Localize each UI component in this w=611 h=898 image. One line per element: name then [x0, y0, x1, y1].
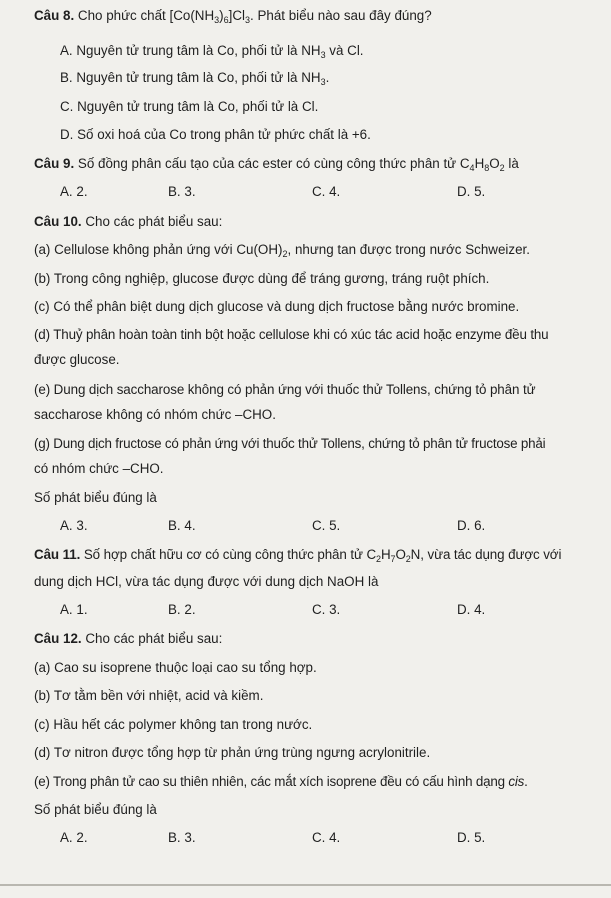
q11-option-b: B. 2. — [168, 602, 196, 617]
q8-option-b: B. Nguyên tử trung tâm là Co, phối tử là $NH_3$. — [60, 70, 330, 87]
q11-number: Câu 11. — [34, 547, 81, 562]
q10-statement-d-line1: (d) Thuỷ phân hoàn toàn tinh bột hoặc cellulose khi có xúc tác acid hoặc enzyme đều thu — [34, 327, 549, 342]
q10-stem: Câu 10. Cho các phát biểu sau: — [34, 214, 223, 229]
q8-option-d: D. Số oxi hoá của Co trong phân tử phức chất là +6. — [60, 127, 371, 142]
q11-option-a: A. 1. — [60, 602, 88, 617]
q9-option-a: A. 2. — [60, 184, 88, 199]
q11-stem-line2: dung dịch HCl, vừa tác dụng được với dung dịch NaOH là — [34, 574, 379, 589]
q10-statement-c: (c) Có thể phân biệt dung dịch glucose và dung dịch fructose bằng nước bromine. — [34, 299, 520, 314]
q10-statement-g-line1: (g) Dung dịch fructose có phản ứng với thuốc thử Tollens, chứng tỏ phân tử fructose phải — [34, 436, 546, 451]
q10-statement-e-line2: saccharose không có nhóm chức –CHO. — [34, 407, 276, 422]
q12-statement-b: (b) Tơ tằm bền với nhiệt, acid và kiềm. — [34, 688, 264, 703]
q8-option-c: C. Nguyên tử trung tâm là Co, phối tử là Cl. — [60, 99, 319, 114]
q8-number: Câu 8. — [34, 8, 75, 23]
q12-option-d: D. 5. — [457, 830, 486, 845]
q12-option-c: C. 4. — [312, 830, 341, 845]
q12-option-b: B. 3. — [168, 830, 196, 845]
q10-option-a: A. 3. — [60, 518, 88, 533]
q9-option-d: D. 5. — [457, 184, 486, 199]
q12-statement-d: (d) Tơ nitron được tổng hợp từ phản ứng trùng ngưng acrylonitrile. — [34, 745, 431, 760]
q10-number: Câu 10. — [34, 214, 82, 229]
q9-option-c: C. 4. — [312, 184, 341, 199]
q9-option-b: B. 3. — [168, 184, 196, 199]
q10-statement-g-line2: có nhóm chức –CHO. — [34, 461, 164, 476]
q10-statement-a: (a) Cellulose không phản ứng với $Cu(OH)_2$, nhưng tan được trong nước Schweizer. — [34, 242, 530, 259]
q10-statement-e-line1: (e) Dung dịch saccharose không có phản ứng với thuốc thử Tollens, chứng tỏ phân tử — [34, 382, 536, 397]
q10-option-b: B. 4. — [168, 518, 196, 533]
q8-option-a: A. Nguyên tử trung tâm là Co, phối tử là $NH_3$ và Cl. — [60, 43, 364, 60]
q10-statement-b: (b) Trong công nghiệp, glucose được dùng để tráng gương, tráng ruột phích. — [34, 271, 490, 286]
q10-option-c: C. 5. — [312, 518, 341, 533]
q12-stem: Câu 12. Cho các phát biểu sau: — [34, 631, 223, 646]
q11-stem-line1: Câu 11. Số hợp chất hữu cơ có cùng công thức phân tử $C_2H_7O_2N$, vừa tác dụng được với — [34, 547, 562, 564]
q12-number: Câu 12. — [34, 631, 82, 646]
q10-question: Số phát biểu đúng là — [34, 490, 157, 505]
q12-option-a: A. 2. — [60, 830, 88, 845]
q12-statement-c: (c) Hầu hết các polymer không tan trong nước. — [34, 717, 313, 732]
q8-stem: Câu 8. Cho phức chất $[Co(NH_3)_6]Cl_3$. Phát biểu nào sau đây đúng? — [34, 8, 432, 25]
q11-option-d: D. 4. — [457, 602, 486, 617]
q9-number: Câu 9. — [34, 156, 75, 171]
q12-question: Số phát biểu đúng là — [34, 802, 157, 817]
page-bottom-edge — [0, 884, 611, 886]
q11-option-c: C. 3. — [312, 602, 341, 617]
q9-stem: Câu 9. Số đồng phân cấu tạo của các ester có cùng công thức phân tử $C_4H_8O_2$ là — [34, 156, 519, 173]
q10-statement-d-line2: được glucose. — [34, 352, 120, 367]
q12-statement-e: (e) Trong phân tử cao su thiên nhiên, các mắt xích isoprene đều có cấu hình dạng cis. — [34, 774, 528, 789]
q10-option-d: D. 6. — [457, 518, 486, 533]
q12-statement-a: (a) Cao su isoprene thuộc loại cao su tổng hợp. — [34, 660, 317, 675]
